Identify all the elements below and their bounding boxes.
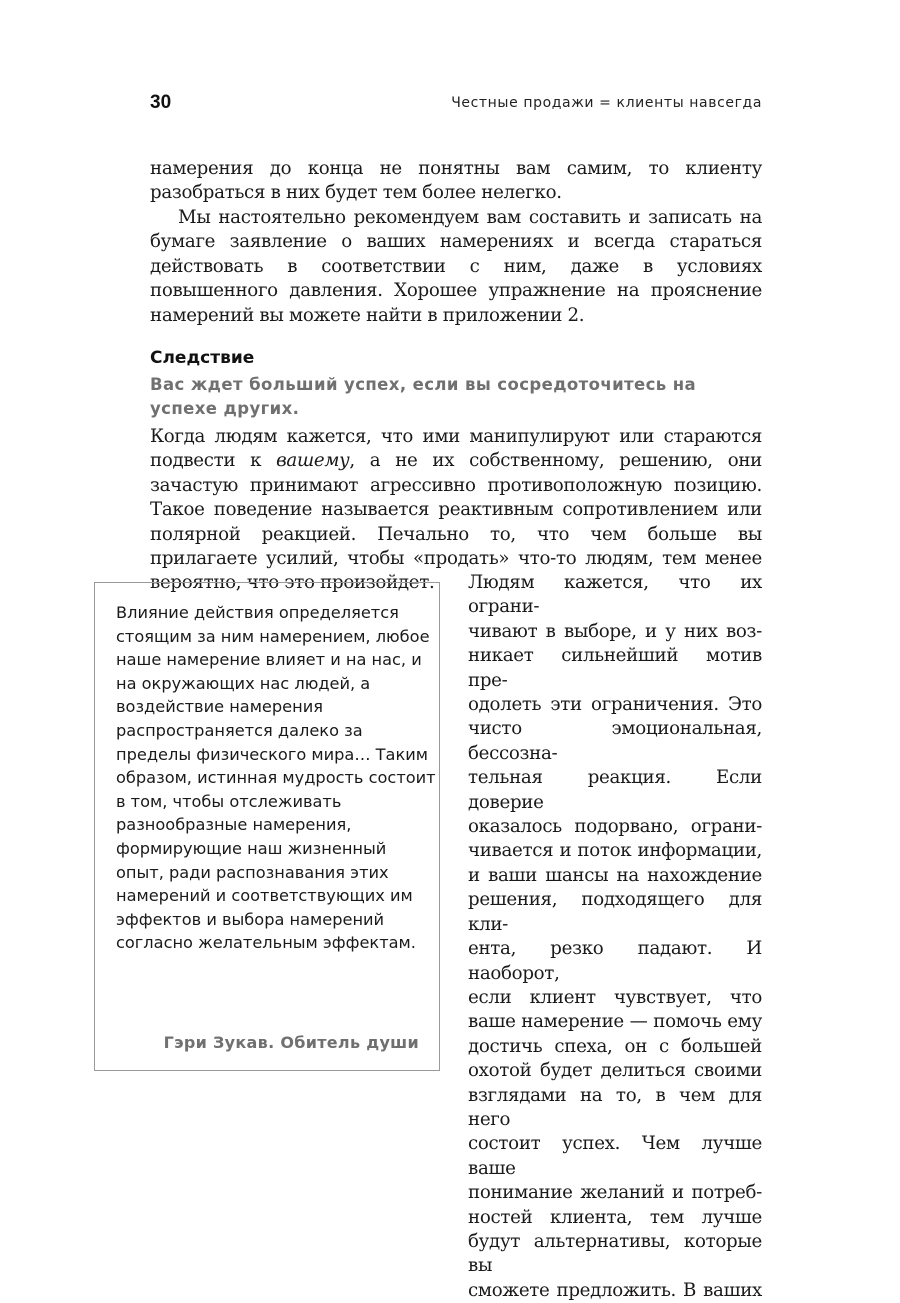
- paragraph-recommendation: Мы настоятельно рекомендуем вам составить и записать на бумаге заявление о ваших намерениях и всегда стараться действовать в соответствии с ним, даже в условиях повышенного давления. Хорошее упражнение на прояснение намерений вы можете найти в приложении 2.: [150, 207, 762, 326]
- side-line: сможете предложить. В ваших: [468, 1279, 762, 1301]
- quote-source: Гэри Зукав. Обитель души: [163, 1033, 419, 1052]
- paragraph-text-end: , а не их собственному, решению, они зачастую принимают агрессивно противоположную позицию. Такое поведение называется реактивным сопротивлением или полярной реакцией. Печально то, что чем больше вы прилагаете усилий, чтобы «продать» что-то людям, тем менее вероятно, что это произойдет.: [150, 450, 762, 594]
- side-line: никает сильнейший мотив пре-: [468, 645, 762, 691]
- section-subtitle: Вас ждет больший успех, если вы сосредоточитесь на успехе других.: [150, 375, 697, 418]
- side-line: тельная реакция. Если доверие: [468, 767, 762, 813]
- side-line: ностей клиента, тем лучше: [468, 1206, 762, 1228]
- side-line: взглядами на то, в чем для него: [468, 1084, 762, 1130]
- section-title: Следствие: [150, 348, 255, 368]
- side-line: достичь спеха, он с большей: [468, 1035, 762, 1057]
- side-line: понимание желаний и потреб-: [468, 1182, 762, 1204]
- side-line: чивается и поток информации,: [468, 840, 762, 862]
- paragraph-text-start: Когда людям кажется, что ими манипулируют или стараются подвести к: [150, 426, 762, 472]
- side-line: будут альтернативы, которые вы: [468, 1230, 762, 1277]
- side-line: если клиент чувствует, что: [468, 986, 762, 1008]
- side-column-text: [468, 571, 762, 1303]
- side-line: и ваши шансы на нахождение: [468, 864, 762, 886]
- side-line: одолеть эти ограничения. Это: [468, 694, 762, 716]
- quote-box: [94, 582, 440, 1071]
- side-line: ента, резко падают. И наоборот,: [468, 938, 762, 984]
- page-header: [150, 92, 762, 120]
- side-line: чивают в выборе, и у них воз-: [468, 620, 762, 642]
- side-line: охотой будет делиться своими: [468, 1060, 762, 1082]
- side-line: оказалось подорвано, ограни-: [468, 816, 762, 838]
- quote-text: Влияние действия определяется стоящим за ним намерением, любое наше намерение влияет и на нас, и на окружающих нас людей, а воздействие намерения распространяется далеко за пределы физического мира… Таким образом, истинная мудрость состоит в том, чтобы отслеживать разнообразные намерения, формирующие наш жизненный опыт, ради распознавания этих намерений и соответствующих им эффектов и выбора намерений согласно желательным эффектам.: [116, 603, 436, 953]
- running-title: Честные продажи = клиенты навсегда: [451, 95, 762, 111]
- emphasis-word: вашему: [276, 450, 350, 472]
- side-line: Людям кажется, что их ограни-: [468, 572, 762, 618]
- page-number: 30: [150, 92, 172, 113]
- paragraph-continuation: намерения до конца не понятны вам самим, то клиенту разобраться в них будет тем более нелегко.: [150, 158, 762, 204]
- side-line: решения, подходящего для кли-: [468, 889, 762, 935]
- side-line: чисто эмоциональная, бессозна-: [468, 718, 762, 764]
- side-line: ваше намерение — помочь ему: [468, 1011, 762, 1033]
- side-line: состоит успех. Чем лучше ваше: [468, 1133, 762, 1179]
